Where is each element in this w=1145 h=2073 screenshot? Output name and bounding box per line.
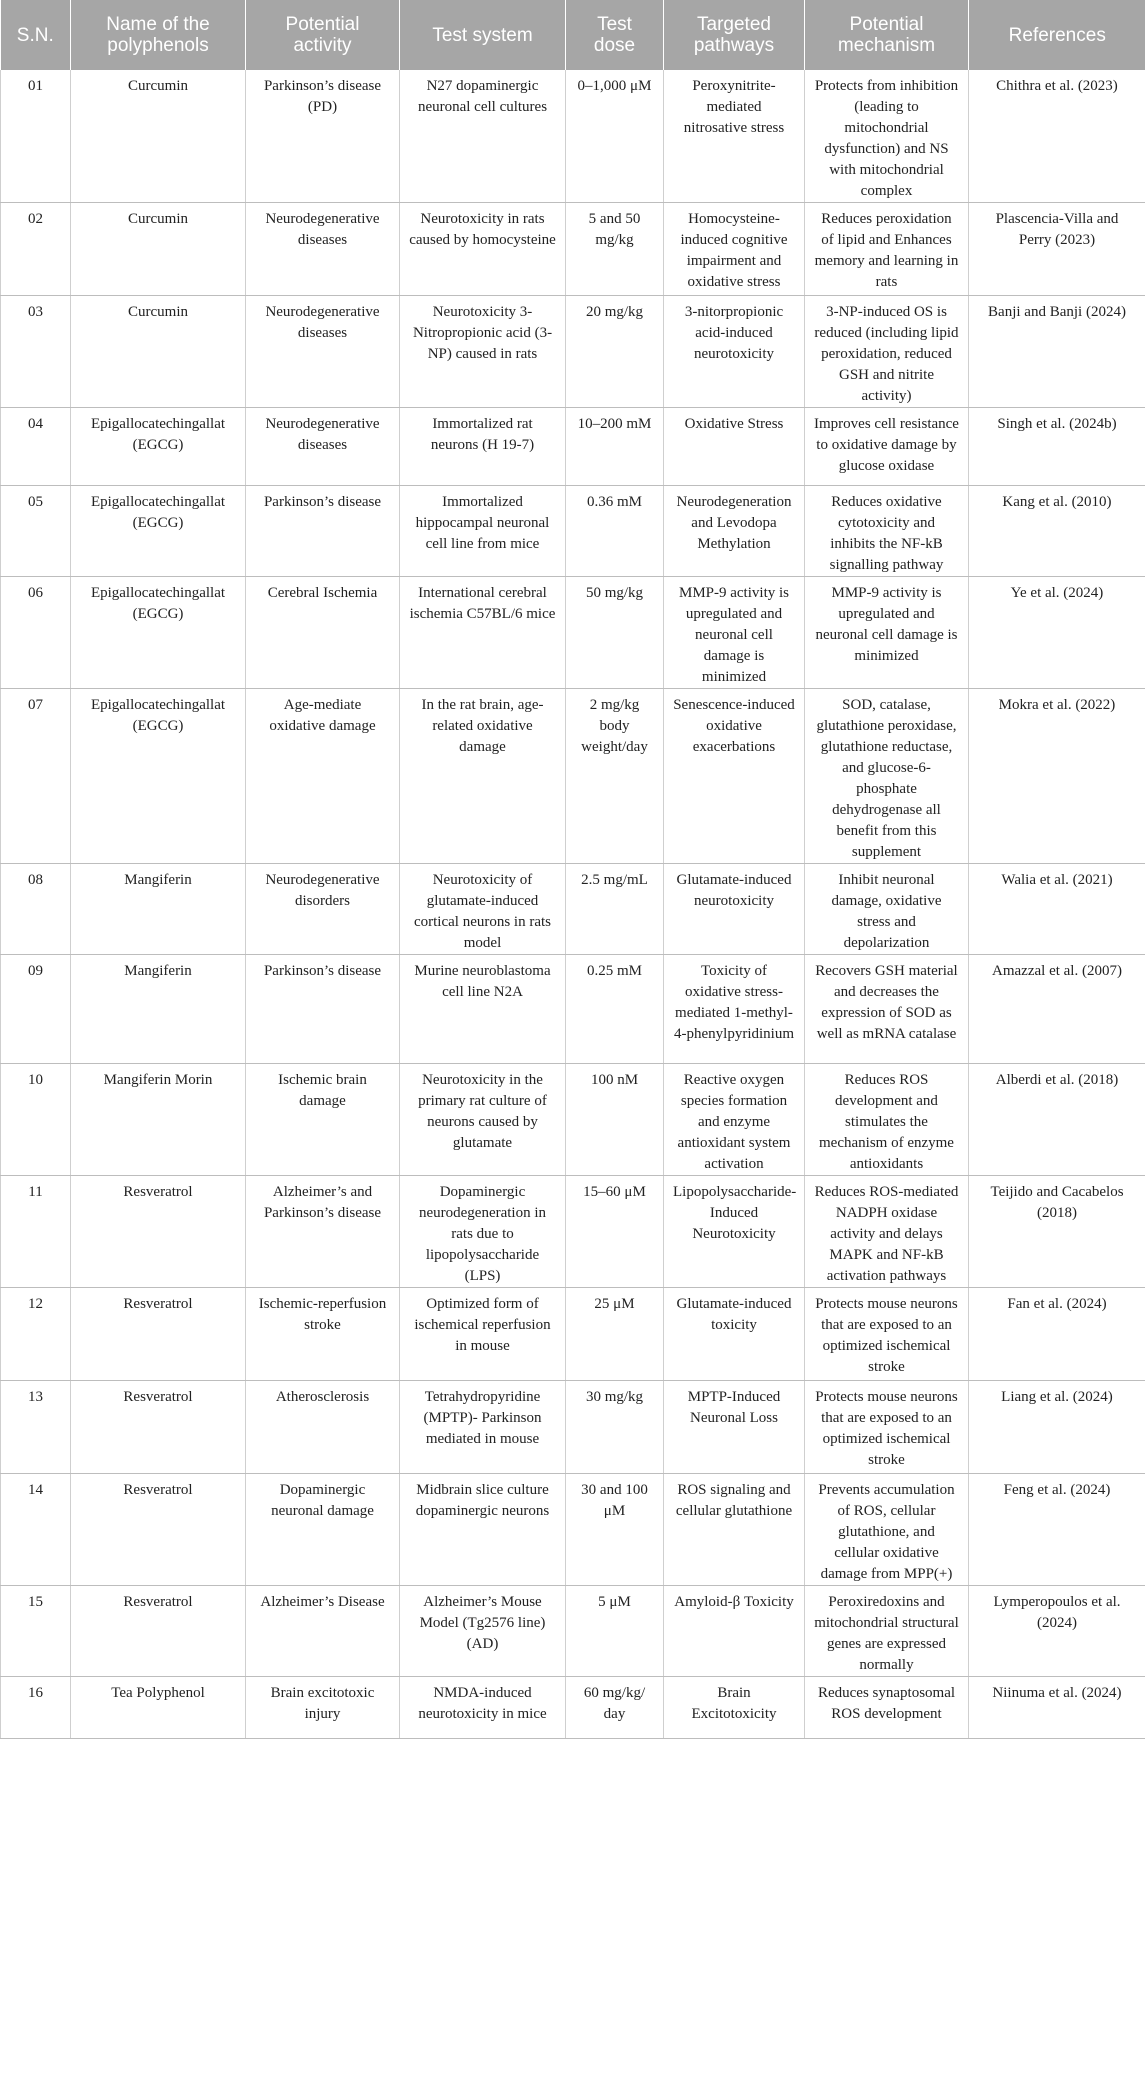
cell-targeted-pathways: Brain Excitotoxicity [664,1677,805,1739]
cell-potential-mechanism: Reduces synaptosomal ROS development [805,1677,969,1739]
header-references: References [969,0,1145,70]
cell-references: Teijido and Cacabelos (2018) [969,1176,1145,1288]
cell-sn: 06 [1,577,71,689]
cell-sn: 14 [1,1474,71,1586]
cell-test-system: Neurotoxicity of glutamate-induced cortical neurons in rats model [400,864,566,955]
table-row [1,70,1145,203]
cell-potential-activity: Parkinson’s disease [246,955,400,1064]
cell-test-dose: 5 μM [566,1586,664,1677]
cell-sn: 15 [1,1586,71,1677]
cell-potential-mechanism: 3-NP-induced OS is reduced (including lipid peroxidation, reduced GSH and nitrite activity) [805,296,969,408]
cell-potential-mechanism: Protects from inhibition (leading to mitochondrial dysfunction) and NS with mitochondrial complex [805,70,969,203]
cell-targeted-pathways: Neurodegeneration and Levodopa Methylation [664,486,805,577]
table-header [1,0,1145,70]
cell-test-dose: 5 and 50 mg/kg [566,203,664,296]
cell-sn: 09 [1,955,71,1064]
cell-potential-mechanism: Peroxiredoxins and mitochondrial structural genes are expressed normally [805,1586,969,1677]
table-row [1,1677,1145,1739]
cell-references: Fan et al. (2024) [969,1288,1145,1381]
cell-test-system: Murine neuroblastoma cell line N2A [400,955,566,1064]
cell-polyphenol-name: Resveratrol [71,1474,246,1586]
cell-potential-activity: Parkinson’s disease (PD) [246,70,400,203]
cell-test-system: Immortalized rat neurons (H 19-7) [400,408,566,486]
cell-test-dose: 30 mg/kg [566,1381,664,1474]
cell-test-system: Dopaminergic neurodegeneration in rats due to lipopolysaccharide (LPS) [400,1176,566,1288]
cell-sn: 07 [1,689,71,864]
cell-test-system: N27 dopaminergic neuronal cell cultures [400,70,566,203]
table-row [1,1381,1145,1474]
cell-test-dose: 2.5 mg/mL [566,864,664,955]
cell-references: Lymperopoulos et al. (2024) [969,1586,1145,1677]
cell-potential-mechanism: Recovers GSH material and decreases the expression of SOD as well as mRNA catalase [805,955,969,1064]
table-row [1,296,1145,408]
header-targeted-pathways: Targeted pathways [664,0,805,70]
cell-references: Amazzal et al. (2007) [969,955,1145,1064]
cell-test-dose: 50 mg/kg [566,577,664,689]
cell-potential-activity: Ischemic brain damage [246,1064,400,1176]
cell-polyphenol-name: Epigallocatechingallat (EGCG) [71,689,246,864]
cell-polyphenol-name: Curcumin [71,296,246,408]
cell-test-system: Optimized form of ischemical reperfusion in mouse [400,1288,566,1381]
cell-potential-mechanism: Prevents accumulation of ROS, cellular glutathione, and cellular oxidative damage from MPP(+) [805,1474,969,1586]
cell-potential-mechanism: Reduces oxidative cytotoxicity and inhibits the NF-kB signalling pathway [805,486,969,577]
table-row [1,1064,1145,1176]
table-body [1,70,1145,1739]
cell-potential-mechanism: Reduces peroxidation of lipid and Enhances memory and learning in rats [805,203,969,296]
cell-polyphenol-name: Resveratrol [71,1176,246,1288]
cell-targeted-pathways: Glutamate-induced toxicity [664,1288,805,1381]
cell-polyphenol-name: Epigallocatechingallat (EGCG) [71,486,246,577]
cell-targeted-pathways: Oxidative Stress [664,408,805,486]
cell-sn: 02 [1,203,71,296]
cell-sn: 16 [1,1677,71,1739]
cell-potential-activity: Ischemic-reperfusion stroke [246,1288,400,1381]
cell-references: Niinuma et al. (2024) [969,1677,1145,1739]
cell-sn: 11 [1,1176,71,1288]
cell-references: Mokra et al. (2022) [969,689,1145,864]
cell-potential-mechanism: Inhibit neuronal damage, oxidative stress and depolarization [805,864,969,955]
cell-targeted-pathways: Glutamate-induced neurotoxicity [664,864,805,955]
cell-test-dose: 25 μM [566,1288,664,1381]
cell-references: Kang et al. (2010) [969,486,1145,577]
cell-references: Ye et al. (2024) [969,577,1145,689]
cell-potential-activity: Neurodegenerative diseases [246,296,400,408]
cell-test-dose: 30 and 100 μM [566,1474,664,1586]
cell-sn: 04 [1,408,71,486]
cell-test-dose: 60 mg/kg/ day [566,1677,664,1739]
cell-targeted-pathways: Lipopolysaccharide-Induced Neurotoxicity [664,1176,805,1288]
header-potential-mechanism: Potential mechanism [805,0,969,70]
cell-test-dose: 0–1,000 μM [566,70,664,203]
cell-polyphenol-name: Mangiferin Morin [71,1064,246,1176]
cell-test-system: Neurotoxicity in the primary rat culture of neurons caused by glutamate [400,1064,566,1176]
cell-potential-activity: Neurodegenerative diseases [246,203,400,296]
cell-potential-activity: Cerebral Ischemia [246,577,400,689]
cell-references: Plascencia-Villa and Perry (2023) [969,203,1145,296]
cell-potential-mechanism: SOD, catalase, glutathione peroxidase, glutathione reductase, and glucose-6-phosphate dehydrogenase all benefit from this supplement [805,689,969,864]
cell-sn: 10 [1,1064,71,1176]
cell-targeted-pathways: Toxicity of oxidative stress-mediated 1-methyl-4-phenylpyridinium [664,955,805,1064]
header-polyphenol-name: Name of the polyphenols [71,0,246,70]
cell-references: Alberdi et al. (2018) [969,1064,1145,1176]
cell-sn: 12 [1,1288,71,1381]
cell-test-dose: 2 mg/kg body weight/day [566,689,664,864]
cell-targeted-pathways: Amyloid-β Toxicity [664,1586,805,1677]
cell-test-dose: 15–60 μM [566,1176,664,1288]
cell-test-dose: 0.25 mM [566,955,664,1064]
header-potential-activity: Potential activity [246,0,400,70]
table-row [1,864,1145,955]
cell-polyphenol-name: Resveratrol [71,1586,246,1677]
cell-test-system: Immortalized hippocampal neuronal cell line from mice [400,486,566,577]
cell-test-system: Neurotoxicity 3-Nitropropionic acid (3-NP) caused in rats [400,296,566,408]
cell-references: Liang et al. (2024) [969,1381,1145,1474]
cell-targeted-pathways: MPTP-Induced Neuronal Loss [664,1381,805,1474]
table-row [1,203,1145,296]
cell-test-dose: 0.36 mM [566,486,664,577]
table-row [1,1586,1145,1677]
cell-sn: 05 [1,486,71,577]
cell-potential-activity: Age-mediate oxidative damage [246,689,400,864]
cell-polyphenol-name: Resveratrol [71,1288,246,1381]
cell-potential-activity: Alzheimer’s Disease [246,1586,400,1677]
cell-test-system: Alzheimer’s Mouse Model (Tg2576 line) (AD) [400,1586,566,1677]
table-row [1,577,1145,689]
cell-targeted-pathways: Reactive oxygen species formation and enzyme antioxidant system activation [664,1064,805,1176]
cell-polyphenol-name: Mangiferin [71,955,246,1064]
table-row [1,1474,1145,1586]
cell-references: Chithra et al. (2023) [969,70,1145,203]
cell-test-system: In the rat brain, age-related oxidative damage [400,689,566,864]
cell-potential-mechanism: Reduces ROS development and stimulates the mechanism of enzyme antioxidants [805,1064,969,1176]
cell-references: Banji and Banji (2024) [969,296,1145,408]
cell-polyphenol-name: Curcumin [71,203,246,296]
cell-test-dose: 10–200 mM [566,408,664,486]
cell-test-system: Tetrahydropyridine (MPTP)- Parkinson mediated in mouse [400,1381,566,1474]
table-row [1,1176,1145,1288]
cell-targeted-pathways: 3-nitorpropionic acid-induced neurotoxicity [664,296,805,408]
cell-targeted-pathways: Peroxynitrite-mediated nitrosative stress [664,70,805,203]
table-row [1,408,1145,486]
cell-sn: 13 [1,1381,71,1474]
cell-targeted-pathways: Senescence-induced oxidative exacerbations [664,689,805,864]
cell-polyphenol-name: Epigallocatechingallat (EGCG) [71,577,246,689]
cell-potential-activity: Dopaminergic neuronal damage [246,1474,400,1586]
cell-potential-activity: Parkinson’s disease [246,486,400,577]
cell-references: Singh et al. (2024b) [969,408,1145,486]
cell-test-system: NMDA-induced neurotoxicity in mice [400,1677,566,1739]
cell-targeted-pathways: Homocysteine-induced cognitive impairment and oxidative stress [664,203,805,296]
cell-references: Feng et al. (2024) [969,1474,1145,1586]
cell-polyphenol-name: Mangiferin [71,864,246,955]
cell-potential-mechanism: Reduces ROS-mediated NADPH oxidase activity and delays MAPK and NF-kB activation pathways [805,1176,969,1288]
cell-potential-mechanism: Improves cell resistance to oxidative damage by glucose oxidase [805,408,969,486]
cell-test-dose: 20 mg/kg [566,296,664,408]
cell-potential-mechanism: MMP-9 activity is upregulated and neuronal cell damage is minimized [805,577,969,689]
cell-polyphenol-name: Resveratrol [71,1381,246,1474]
cell-sn: 03 [1,296,71,408]
cell-sn: 08 [1,864,71,955]
cell-test-system: Midbrain slice culture dopaminergic neurons [400,1474,566,1586]
header-sn: S.N. [1,0,71,70]
cell-polyphenol-name: Epigallocatechingallat (EGCG) [71,408,246,486]
cell-potential-activity: Atherosclerosis [246,1381,400,1474]
cell-polyphenol-name: Tea Polyphenol [71,1677,246,1739]
header-test-system: Test system [400,0,566,70]
cell-test-system: Neurotoxicity in rats caused by homocysteine [400,203,566,296]
cell-potential-activity: Neurodegenerative diseases [246,408,400,486]
table-row [1,955,1145,1064]
cell-test-dose: 100 nM [566,1064,664,1176]
cell-test-system: International cerebral ischemia C57BL/6 mice [400,577,566,689]
cell-potential-mechanism: Protects mouse neurons that are exposed to an optimized ischemical stroke [805,1381,969,1474]
header-row [1,0,1145,70]
header-test-dose: Test dose [566,0,664,70]
cell-polyphenol-name: Curcumin [71,70,246,203]
cell-potential-mechanism: Protects mouse neurons that are exposed to an optimized ischemical stroke [805,1288,969,1381]
table-row [1,689,1145,864]
cell-potential-activity: Brain excitotoxic injury [246,1677,400,1739]
cell-potential-activity: Neurodegenerative disorders [246,864,400,955]
table-row [1,1288,1145,1381]
cell-targeted-pathways: ROS signaling and cellular glutathione [664,1474,805,1586]
cell-references: Walia et al. (2021) [969,864,1145,955]
cell-potential-activity: Alzheimer’s and Parkinson’s disease [246,1176,400,1288]
table-row [1,486,1145,577]
cell-sn: 01 [1,70,71,203]
cell-targeted-pathways: MMP-9 activity is upregulated and neuronal cell damage is minimized [664,577,805,689]
